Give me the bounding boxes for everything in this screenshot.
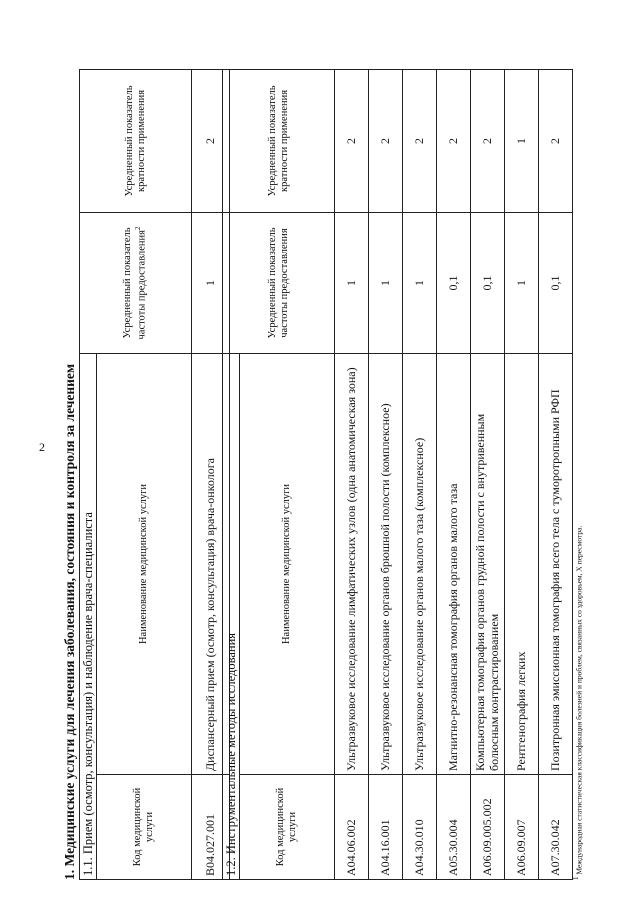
table-row	[471, 69, 505, 879]
service-code: A04.16.001	[369, 775, 403, 880]
service-name: Ультразвуковое исследование лимфатических узлов (одна анатомическая зона)	[335, 353, 369, 774]
table2-subtitle: 1.2. Инструментальные методы исследования	[223, 353, 240, 879]
header-code: Код медицинской услуги	[97, 775, 192, 880]
table-row	[505, 69, 539, 879]
footnote-marker: 1	[572, 876, 580, 880]
service-code: A06.09.007	[505, 775, 539, 880]
service-name: Позитронная эмиссионная томография всего тела с туморотропными РФП	[539, 353, 573, 774]
service-name: Диспансерный прием (осмотр, консультация) врача-онколога	[192, 353, 230, 774]
service-frequency: 1	[369, 212, 403, 353]
table1-subtitle: 1.1. Прием (осмотр, консультация) и наблюдение врача-специалиста	[80, 353, 97, 879]
service-code: B04.027.001	[192, 775, 230, 880]
page-number: 2	[39, 440, 45, 454]
service-name: Ультразвуковое исследование органов брюшной полости (комплексное)	[369, 353, 403, 774]
table-specialist-visits	[79, 69, 230, 880]
section-title: 1. Медицинские услуги для лечения заболевания, состояния и контроля за лечением	[62, 363, 77, 880]
footnote-text: Международная статистическая классификация болезней и проблем, связанных со здоровьем, X пересмотра.	[574, 525, 584, 875]
table-row	[369, 69, 403, 879]
service-code: A04.06.002	[335, 775, 369, 880]
header-frequency: Усредненный показатель частоты предоставления$^2$	[80, 212, 192, 353]
header-multiplicity: Усредненный показатель кратности применения	[223, 69, 335, 212]
service-code: A06.09.005.002	[471, 775, 505, 880]
header-name: Наименование медицинской услуги	[240, 353, 335, 774]
service-code: A07.30.042	[539, 775, 573, 880]
service-name: Компьютерная томография органов грудной полости с внутривенным болюсным контрастированием	[471, 353, 505, 774]
service-frequency: 0,1	[539, 212, 573, 353]
service-frequency: 1	[192, 212, 230, 353]
header-name: Наименование медицинской услуги	[97, 353, 192, 774]
service-frequency: 1	[335, 212, 369, 353]
service-multiplicity: 2	[192, 69, 230, 212]
service-multiplicity: 2	[403, 69, 437, 212]
service-name: Магнитно-резонансная томография органов малого таза	[437, 353, 471, 774]
service-frequency: 1	[403, 212, 437, 353]
service-frequency: 0,1	[471, 212, 505, 353]
service-multiplicity: 2	[539, 69, 573, 212]
service-multiplicity: 2	[369, 69, 403, 212]
footnote	[572, 60, 584, 880]
service-name: Рентгенография легких	[505, 353, 539, 774]
table-row	[403, 69, 437, 879]
header-code: Код медицинской услуги	[240, 775, 335, 880]
service-multiplicity: 2	[437, 69, 471, 212]
service-frequency: 1	[505, 212, 539, 353]
service-name: Ультразвуковое исследование органов малого таза (комплексное)	[403, 353, 437, 774]
table-row	[539, 69, 573, 879]
table-row	[335, 69, 369, 879]
service-multiplicity: 1	[505, 69, 539, 212]
service-frequency: 0,1	[437, 212, 471, 353]
table-row	[437, 69, 471, 879]
service-multiplicity: 2	[471, 69, 505, 212]
service-code: A04.30.010	[403, 775, 437, 880]
table-instrumental-methods	[222, 69, 573, 880]
header-multiplicity: Усредненный показатель кратности применения	[80, 69, 192, 212]
service-code: A05.30.004	[437, 775, 471, 880]
header-frequency: Усредненный показатель частоты предоставления	[223, 212, 335, 353]
service-multiplicity: 2	[335, 69, 369, 212]
